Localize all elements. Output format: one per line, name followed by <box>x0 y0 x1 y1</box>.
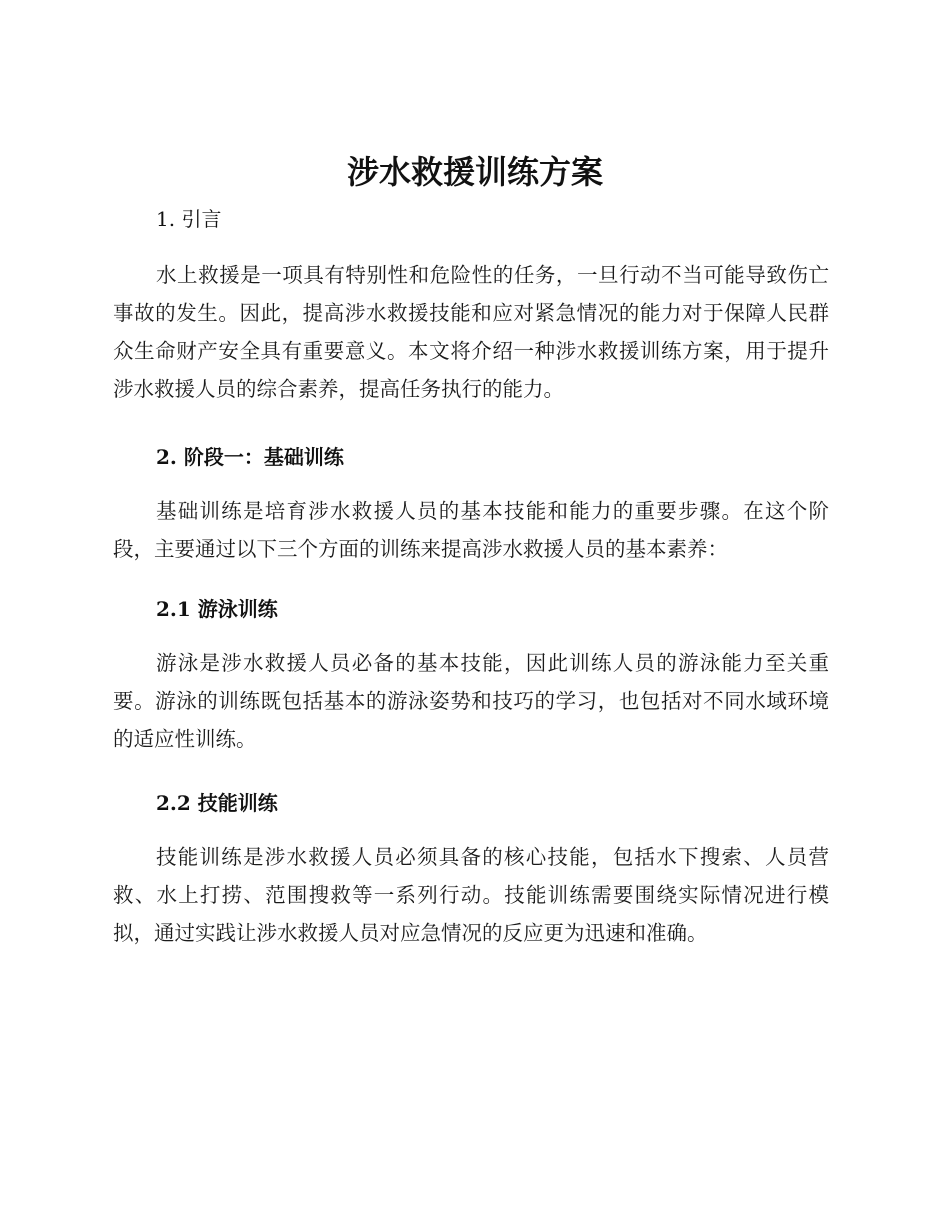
section-paragraph-introduction: 水上救援是一项具有特别性和危险性的任务，一旦行动不当可能导致伤亡事故的发生。因此，提高涉水救援技能和应对紧急情况的能力对于保障人民群众生命财产安全具有重要意义。本文将介绍一种涉水救援训练方案，用于提升涉水救援人员的综合素养，提高任务执行的能力。 <box>113 263 829 401</box>
section-heading-basic-training: 2. 阶段一：基础训练 <box>156 445 344 469</box>
section-heading-skill-training: 2.2 技能训练 <box>156 791 278 815</box>
document-title: 涉水救援训练方案 <box>346 153 603 191</box>
section-paragraph-swimming-training: 游泳是涉水救援人员必备的基本技能，因此训练人员的游泳能力至关重要。游泳的训练既包括基本的游泳姿势和技巧的学习，也包括对不同水域环境的适应性训练。 <box>113 651 829 751</box>
section-heading-swimming-training: 2.1 游泳训练 <box>156 597 278 621</box>
section-paragraph-basic-training: 基础训练是培育涉水救援人员的基本技能和能力的重要步骤。在这个阶段，主要通过以下三个方面的训练来提高涉水救援人员的基本素养： <box>113 499 829 561</box>
section-paragraph-skill-training: 技能训练是涉水救援人员必须具备的核心技能，包括水下搜索、人员营救、水上打捞、范围搜救等一系列行动。技能训练需要围绕实际情况进行模拟，通过实践让涉水救援人员对应急情况的反应更为迅速和准确。 <box>113 845 829 945</box>
section-heading-introduction: 1. 引言 <box>156 207 222 231</box>
